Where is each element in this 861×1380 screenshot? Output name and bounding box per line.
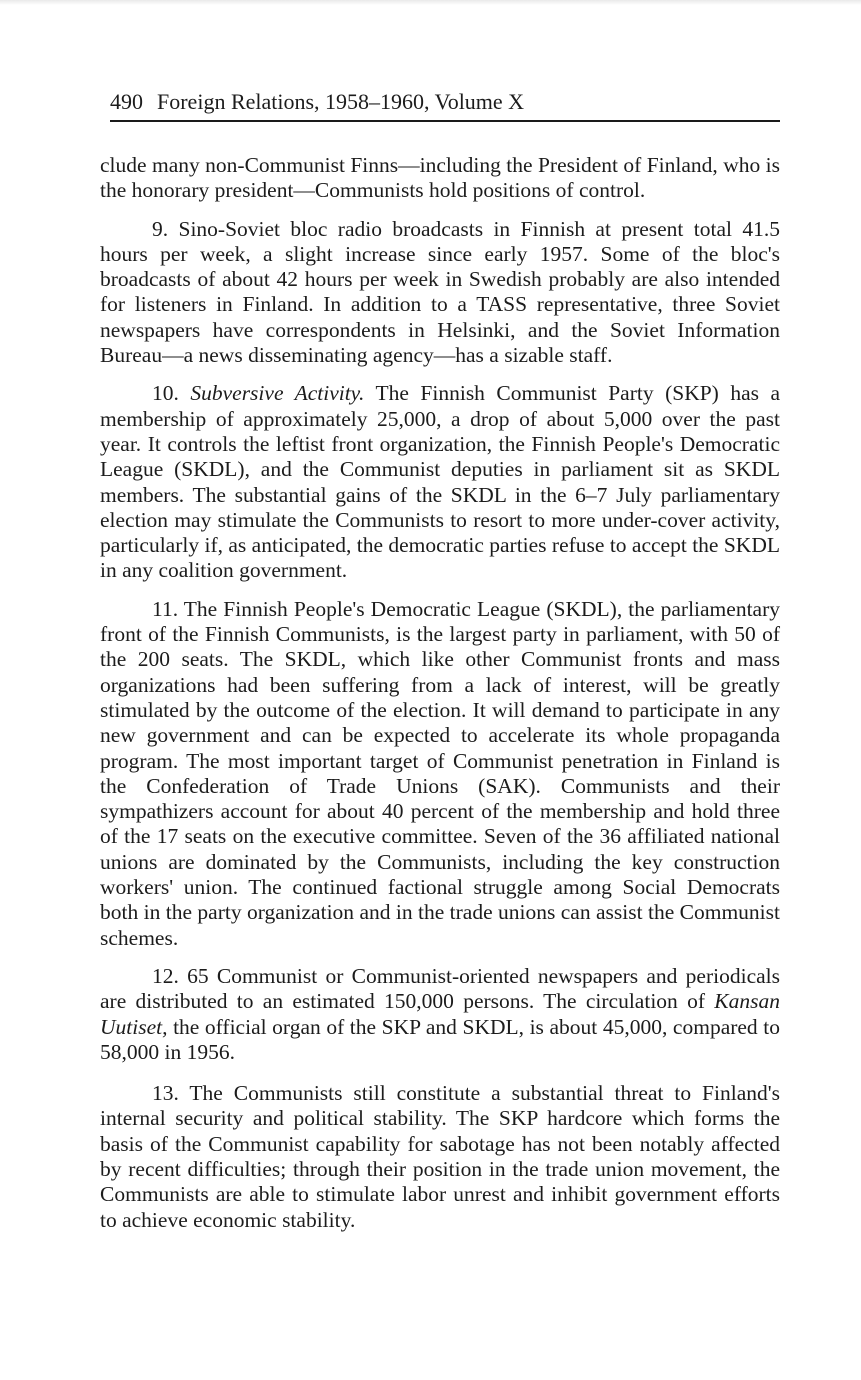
paragraph-10-number: 10. bbox=[152, 381, 179, 406]
page-top-edge bbox=[0, 0, 861, 5]
paragraph-12-text-before: 12. 65 Communist or Communist-oriented newspapers and periodicals are distributed to an estimated 150,000 persons. The circulation of bbox=[100, 963, 780, 1014]
paragraph-10-text: The Finnish Communist Party (SKP) has a membership of approximately 25,000, a drop of about 5,000 over the past year. It controls the leftist front organization, the Finnish People's Democratic League (SKDL), and the Communist deputies in parliament sit as SKDL members. The substantial gains of the SKDL in the 6–7 July parliamentary election may stimulate the Communists to resort to more under-cover activity, particularly if, as anticipated, the democratic parties refuse to accept the SKDL in any coalition government. bbox=[100, 381, 780, 583]
publication-title: Kansan Uutiset, bbox=[100, 989, 781, 1039]
paragraph-10 bbox=[100, 381, 780, 583]
document-body bbox=[100, 153, 780, 1246]
running-head bbox=[110, 86, 780, 118]
running-title: Foreign Relations, 1958–1960, Volume X bbox=[157, 89, 525, 114]
paragraph-11: 11. The Finnish People's Democratic League (SKDL), the parliamentary front of the Finnish Communists, is the largest party in parliament, with 50 of the 200 seats. The SKDL, which like other Communist fronts and mass organizations had been suffering from a lack of interest, will be greatly stimulated by the outcome of the election. It will demand to participate in any new government and can be expected to accelerate its whole propaganda program. The most important target of Communist penetration in Finland is the Confederation of Trade Unions (SAK). Communists and their sympathizers account for about 40 percent of the membership and hold three of the 17 seats on the executive committee. Seven of the 36 affiliated national unions are dominated by the Communists, including the key construction workers' union. The continued factional struggle among Social Democrats both in the party organization and in the trade unions can assist the Communist schemes. bbox=[100, 596, 780, 950]
paragraph-13: 13. The Communists still constitute a substantial threat to Finland's internal security and political stability. The SKP hardcore which forms the basis of the Communist capability for sabotage has not been notably affected by recent difficulties; through their position in the trade union movement, the Communists are able to stimulate labor unrest and inhibit government efforts to achieve economic stability. bbox=[100, 1081, 780, 1232]
paragraph-continuation: clude many non-Communist Finns—including the President of Finland, who is the honorary president—Communists hold positions of control. bbox=[100, 153, 780, 203]
paragraph-10-heading: Subversive Activity. bbox=[190, 381, 365, 406]
page-number: 490 bbox=[110, 89, 143, 114]
header-rule bbox=[110, 120, 780, 122]
paragraph-12-text-after: the official organ of the SKP and SKDL, is about 45,000, compared to 58,000 in 1956. bbox=[100, 1014, 780, 1064]
paragraph-12 bbox=[100, 964, 780, 1065]
paragraph-9: 9. Sino-Soviet bloc radio broadcasts in Finnish at present total 41.5 hours per week, a slight increase since early 1957. Some of the bloc's broadcasts of about 42 hours per week in Swedish probably are also intended for listeners in Finland. In addition to a TASS representative, three Soviet newspapers have correspondents in Helsinki, and the Soviet Information Bureau—a news disseminating agency—has a sizable staff. bbox=[100, 216, 780, 368]
